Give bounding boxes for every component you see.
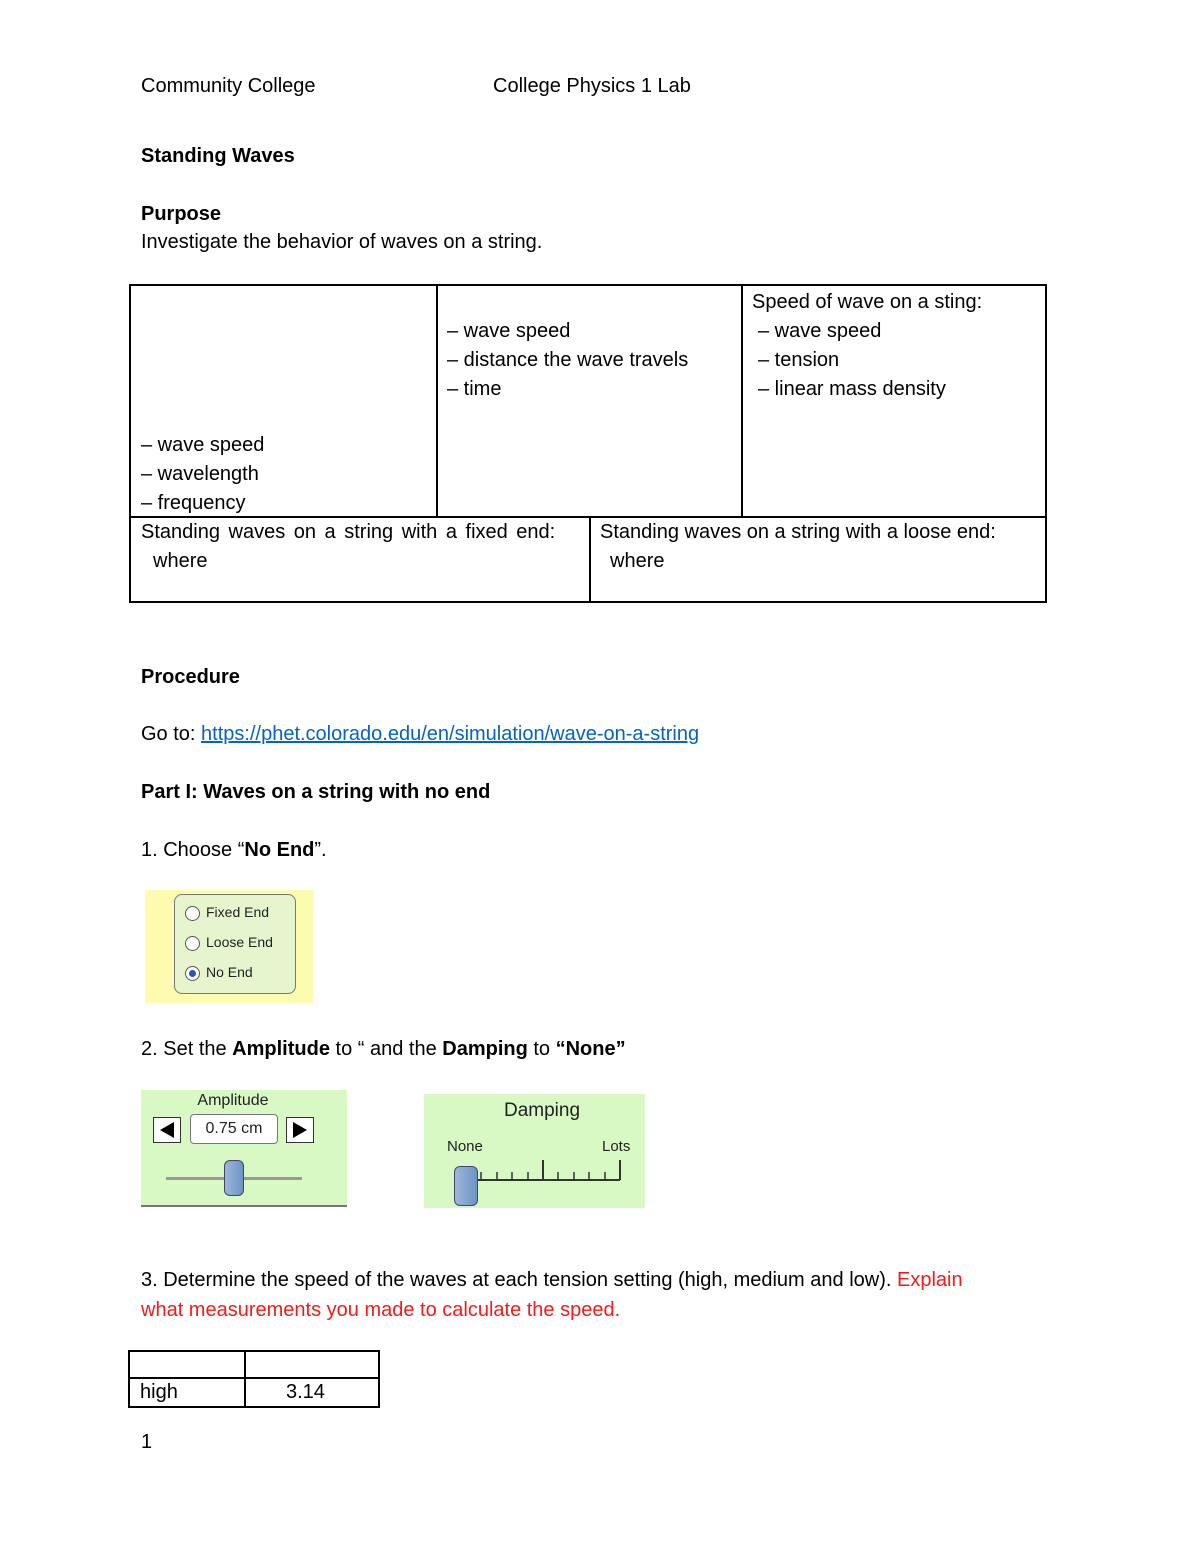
cell5-where: where bbox=[610, 550, 665, 572]
step2-text bbox=[141, 1037, 626, 1061]
amplitude-decrease-button[interactable] bbox=[153, 1117, 181, 1143]
step2-bold: Damping bbox=[442, 1038, 528, 1060]
formula-cell-fixed-end bbox=[141, 518, 555, 576]
step3-text bbox=[141, 1268, 963, 1292]
cell1-line: – wavelength bbox=[141, 463, 259, 485]
amplitude-value-field[interactable]: 0.75 cm bbox=[190, 1114, 278, 1144]
amplitude-control bbox=[141, 1090, 347, 1207]
step2-part: 2. Set the bbox=[141, 1038, 233, 1060]
goto-line bbox=[141, 722, 699, 746]
radio-circle-icon[interactable] bbox=[185, 936, 200, 951]
radio-selected-icon[interactable] bbox=[185, 966, 200, 981]
cell3-line: – linear mass density bbox=[758, 378, 946, 400]
step3-red-instruction: Explain bbox=[896, 1269, 963, 1291]
radio-label: No End bbox=[206, 964, 253, 980]
radio-no-end[interactable] bbox=[185, 964, 253, 984]
step1-text bbox=[141, 838, 327, 862]
radio-label: Fixed End bbox=[206, 904, 270, 920]
end-type-radio-panel bbox=[145, 890, 313, 1003]
speed-table bbox=[128, 1350, 380, 1408]
step1-suffix: ”. bbox=[314, 839, 327, 861]
table-header-cell[interactable] bbox=[129, 1351, 245, 1378]
damping-max-label: Lots bbox=[602, 1138, 631, 1155]
part1-heading: Part I: Waves on a string with no end bbox=[141, 781, 491, 803]
radio-fixed-end[interactable] bbox=[185, 904, 269, 924]
cell4-heading: Standing waves on a string with a fixed end: bbox=[141, 521, 556, 543]
step3-instruction: 3. Determine the speed of the waves at each tension setting (high, medium and low). bbox=[141, 1269, 897, 1291]
goto-label: Go to: bbox=[141, 723, 196, 745]
table-cell-speed[interactable]: 3.14 bbox=[245, 1378, 379, 1407]
cell3-line: – wave speed bbox=[758, 320, 882, 342]
step1-bold: No End bbox=[244, 839, 315, 861]
arrow-right-icon bbox=[287, 1118, 313, 1142]
radio-loose-end[interactable] bbox=[185, 934, 273, 954]
cell2-line: – wave speed bbox=[447, 320, 571, 342]
step3-red-instruction-line2: what measurements you made to calculate the speed. bbox=[141, 1299, 621, 1321]
table-header-cell[interactable] bbox=[245, 1351, 379, 1378]
cell1-line: – wave speed bbox=[141, 434, 265, 456]
formula-table bbox=[129, 284, 1047, 603]
damping-title: Damping bbox=[503, 1100, 581, 1121]
step2-part: to bbox=[527, 1038, 556, 1060]
simulation-link[interactable]: https://phet.colorado.edu/en/simulation/wave-on-a-string bbox=[201, 723, 700, 745]
radio-circle-icon[interactable] bbox=[185, 906, 200, 921]
cell5-heading: Standing waves on a string with a loose end: bbox=[600, 521, 996, 543]
step2-part: to “ and the bbox=[329, 1038, 443, 1060]
damping-control bbox=[424, 1094, 645, 1208]
cell1-line: – frequency bbox=[141, 492, 246, 514]
amplitude-slider-thumb[interactable] bbox=[224, 1160, 244, 1196]
formula-cell-string-speed bbox=[752, 288, 982, 404]
damping-slider-thumb[interactable] bbox=[454, 1166, 478, 1206]
procedure-heading: Procedure bbox=[141, 666, 240, 688]
step2-bold: Amplitude bbox=[232, 1038, 330, 1060]
cell2-line: – distance the wave travels bbox=[447, 349, 689, 371]
damping-min-label: None bbox=[447, 1138, 483, 1155]
radio-label: Loose End bbox=[206, 934, 273, 950]
cell3-heading: Speed of wave on a sting: bbox=[752, 291, 983, 313]
formula-cell-loose-end bbox=[600, 518, 996, 576]
formula-cell-speed-distance bbox=[447, 317, 688, 404]
table-cell-tension[interactable]: high bbox=[129, 1378, 245, 1407]
purpose-heading: Purpose bbox=[141, 203, 222, 225]
amplitude-title: Amplitude bbox=[197, 1092, 269, 1109]
page-number: 1 bbox=[141, 1431, 153, 1453]
header-course: College Physics 1 Lab bbox=[493, 75, 691, 97]
step1-prefix: 1. Choose “ bbox=[141, 839, 245, 861]
amplitude-increase-button[interactable] bbox=[286, 1117, 314, 1143]
header-institution: Community College bbox=[141, 75, 316, 97]
cell3-line: – tension bbox=[758, 349, 840, 371]
purpose-text: Investigate the behavior of waves on a string. bbox=[141, 231, 543, 253]
arrow-left-icon bbox=[154, 1118, 180, 1142]
formula-cell-wave-equation bbox=[141, 431, 264, 518]
cell2-line: – time bbox=[447, 378, 502, 400]
table-row bbox=[129, 1378, 379, 1407]
cell4-where: where bbox=[153, 550, 208, 572]
step2-bold: “None” bbox=[555, 1038, 626, 1060]
document-title: Standing Waves bbox=[141, 145, 295, 167]
table-row bbox=[129, 1351, 379, 1378]
end-type-radio-group bbox=[174, 894, 296, 994]
